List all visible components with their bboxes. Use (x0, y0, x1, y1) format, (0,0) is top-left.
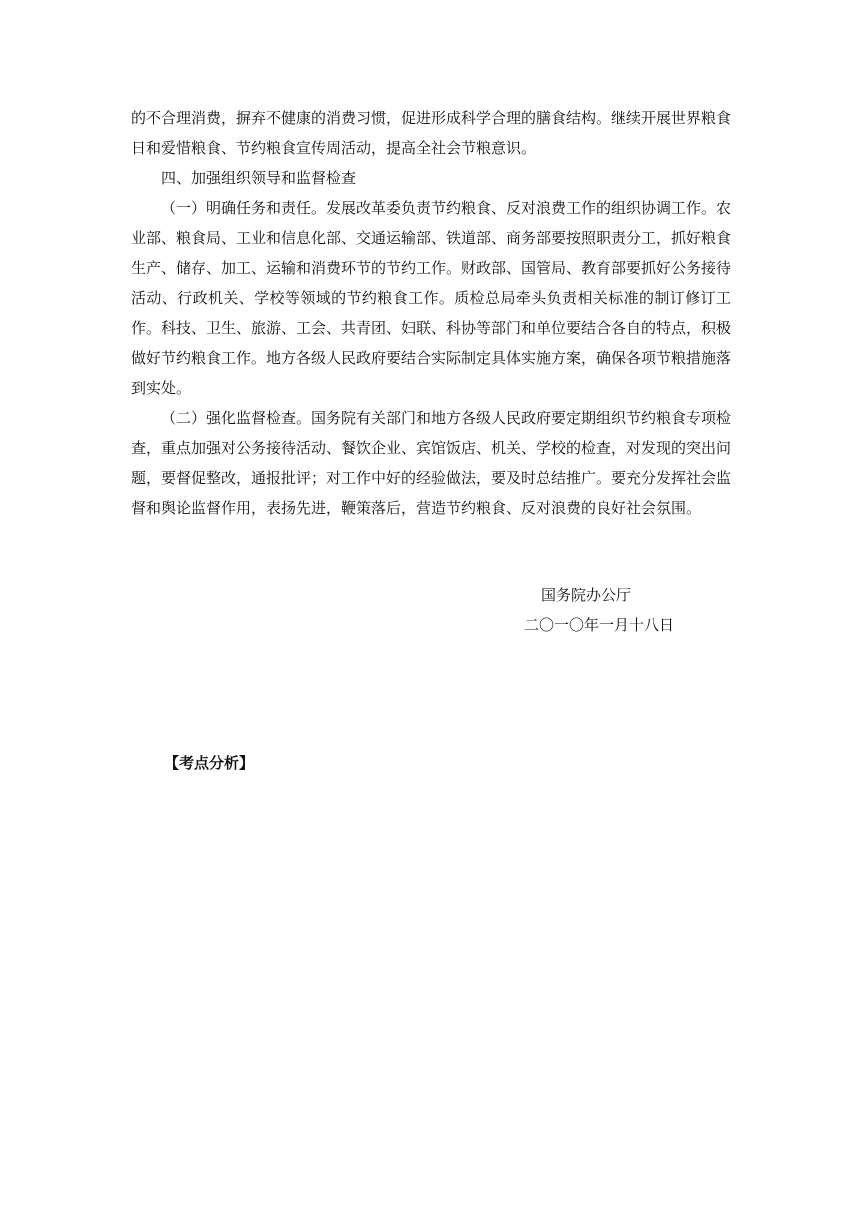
issue-date: 二〇一〇年一月十八日 (524, 616, 675, 634)
section-heading: 四、加强组织领导和监督检查 (161, 169, 357, 187)
paragraph-responsibilities: （一）明确任务和责任。发展改革委负责节约粮食、反对浪费工作的组织协调工作。农业部、粮食局、工业和信息化部、交通运输部、铁道部、商务部要按照职责分工，抓好粮食生产、储存、加工、运输和消费环节的节约工作。财政部、国管局、教育部要抓好公务接待活动、行政机关、学校等领域的节约粮食工作。质检总局牵头负责相关标准的制订修订工作。科技、卫生、旅游、工会、共青团、妇联、科协等部门和单位要结合各自的特点，积极做好节约粮食工作。地方各级人民政府要结合实际制定具体实施方案，确保各项节粮措施落到实处。 (131, 199, 732, 397)
document-body (131, 103, 731, 523)
paragraph-supervision: （二）强化监督检查。国务院有关部门和地方各级人民政府要定期组织节约粮食专项检查，重点加强对公务接待活动、餐饮企业、宾馆饭店、机关、学校的检查，对发现的突出问题，要督促整改，通报批评；对工作中好的经验做法，要及时总结推广。要充分发挥社会监督和舆论监督作用，表扬先进，鞭策落后，营造节约粮食、反对浪费的良好社会氛围。 (131, 409, 732, 517)
analysis-heading: 【考点分析】 (164, 754, 255, 772)
signature-block (524, 580, 761, 640)
issuer-name: 国务院办公厅 (541, 586, 632, 604)
paragraph-continuation: 的不合理消费，摒弃不健康的消费习惯，促进形成科学合理的膳食结构。继续开展世界粮食日和爱惜粮食、节约粮食宣传周活动，提高全社会节粮意识。 (131, 109, 732, 157)
